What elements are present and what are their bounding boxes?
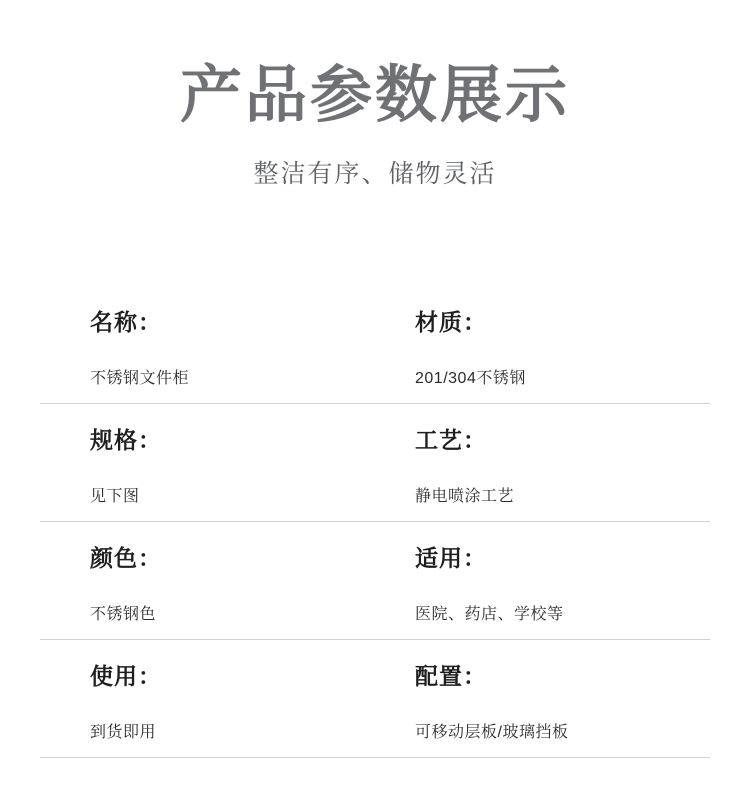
table-row [40,522,710,640]
page-header [0,0,750,190]
spec-label: 配置： [415,663,487,690]
spec-label: 材质： [415,309,487,336]
spec-cell-application [375,540,710,624]
spec-value: 可移动层板/玻璃挡板 [415,724,569,742]
spec-value: 不锈钢色 [90,606,157,624]
spec-cell-spec [40,422,375,506]
spec-cell-usage [40,658,375,742]
table-row [40,404,710,522]
spec-label: 工艺： [415,427,487,454]
table-row [40,286,710,404]
spec-cell-name [40,304,375,388]
spec-label: 使用： [90,663,162,690]
spec-value: 到货即用 [90,724,157,742]
page-title: 产品参数展示 [179,61,570,130]
spec-value: 医院、药店、学校等 [415,606,564,624]
spec-value: 见下图 [90,488,140,506]
spec-cell-configuration [375,658,710,742]
spec-value: 静电喷涂工艺 [415,488,515,506]
spec-cell-color [40,540,375,624]
spec-cell-process [375,422,710,506]
page-subtitle: 整洁有序、储物灵活 [253,160,497,189]
spec-label: 适用： [415,545,487,572]
spec-table [40,286,710,758]
spec-label: 规格： [90,427,162,454]
spec-value: 201/304不锈钢 [415,370,526,388]
spec-label: 颜色： [90,545,162,572]
spec-value: 不锈钢文件柜 [90,370,190,388]
table-row [40,640,710,758]
spec-label: 名称： [90,309,162,336]
spec-cell-material [375,304,710,388]
